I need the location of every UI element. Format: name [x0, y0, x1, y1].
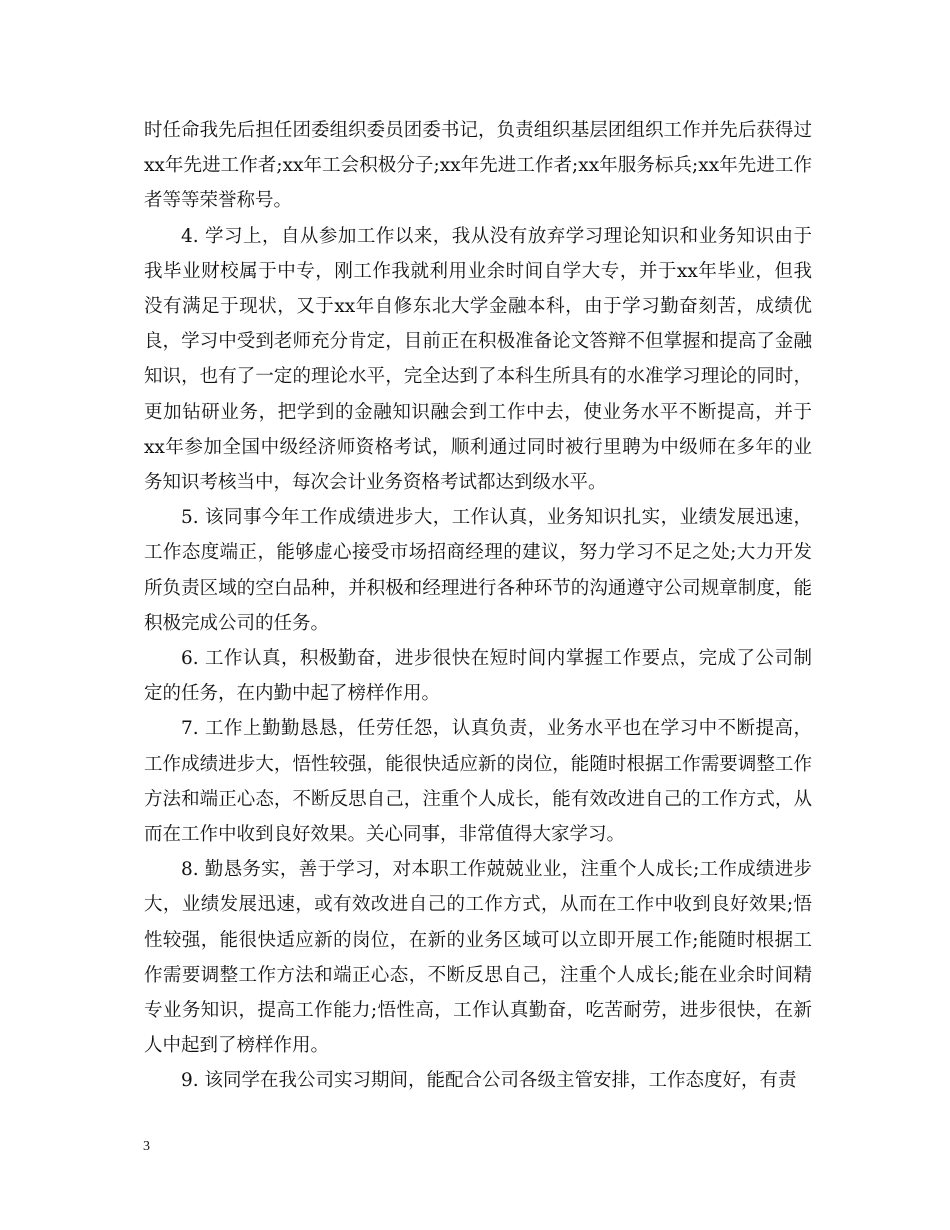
page-number: 3 — [143, 1139, 150, 1154]
document-body — [144, 113, 812, 1099]
paragraph-item-7: 7. 工作上勤勤恳恳，任劳任怨，认真负责，业务水平也在学习中不断提高，工作成绩进步大，悟性较强，能很快适应新的岗位，能随时根据工作需要调整工作方法和端正心态，不断反思自己，注重个人成长，能有效改进自己的工作方式，从而在工作中收到良好效果。关心同事，非常值得大家学习。 — [144, 718, 812, 846]
paragraph-item-6: 6. 工作认真，积极勤奋，进步很快在短时间内掌握工作要点，完成了公司制定的任务，在内勤中起了榜样作用。 — [144, 648, 812, 705]
paragraph-item-8: 8. 勤恳务实，善于学习，对本职工作兢兢业业，注重个人成长;工作成绩进步大，业绩发展迅速，或有效改进自己的工作方式，从而在工作中收到良好效果;悟性较强，能很快适应新的岗位，在新的业务区域可以立即开展工作;能随时根据工作需要调整工作方法和端正心态，不断反思自己，注重个人成长;能在业余时间精专业务知识，提高工作能力;悟性高，工作认真勤奋，吃苦耐劳，进步很快，在新人中起到了榜样作用。 — [144, 859, 812, 1057]
paragraph-item-9: 9. 该同学在我公司实习期间，能配合公司各级主管安排，工作态度好，有责 — [181, 1070, 797, 1092]
paragraph-continuation: 时任命我先后担任团委组织委员团委书记，负责组织基层团组织工作并先后获得过xx年先进工作者;xx年工会积极分子;xx年先进工作者;xx年服务标兵;xx年先进工作者等等荣誉称号。 — [144, 120, 812, 212]
paragraph-item-4: 4. 学习上，自从参加工作以来，我从没有放弃学习理论知识和业务知识由于我毕业财校属于中专，刚工作我就利用业余时间自学大专，并于xx年毕业，但我没有满足于现状，又于xx年自修东北大学金融本科，由于学习勤奋刻苦，成绩优良，学习中受到老师充分肯定，目前正在积极准备论文答辩不但掌握和提高了金融知识，也有了一定的理论水平，完全达到了本科生所具有的水准学习理论的同时，更加钻研业务，把学到的金融知识融会到工作中去，使业务水平不断提高，并于xx年参加全国中级经济师资格考试，顺利通过同时被行里聘为中级师在多年的业务知识考核当中，每次会计业务资格考试都达到级水平。 — [144, 225, 812, 494]
paragraph-item-5: 5. 该同事今年工作成绩进步大，工作认真，业务知识扎实，业绩发展迅速，工作态度端正，能够虚心接受市场招商经理的建议，努力学习不足之处;大力开发所负责区域的空白品种，并积极和经理进行各种环节的沟通遵守公司规章制度，能积极完成公司的任务。 — [144, 507, 812, 634]
